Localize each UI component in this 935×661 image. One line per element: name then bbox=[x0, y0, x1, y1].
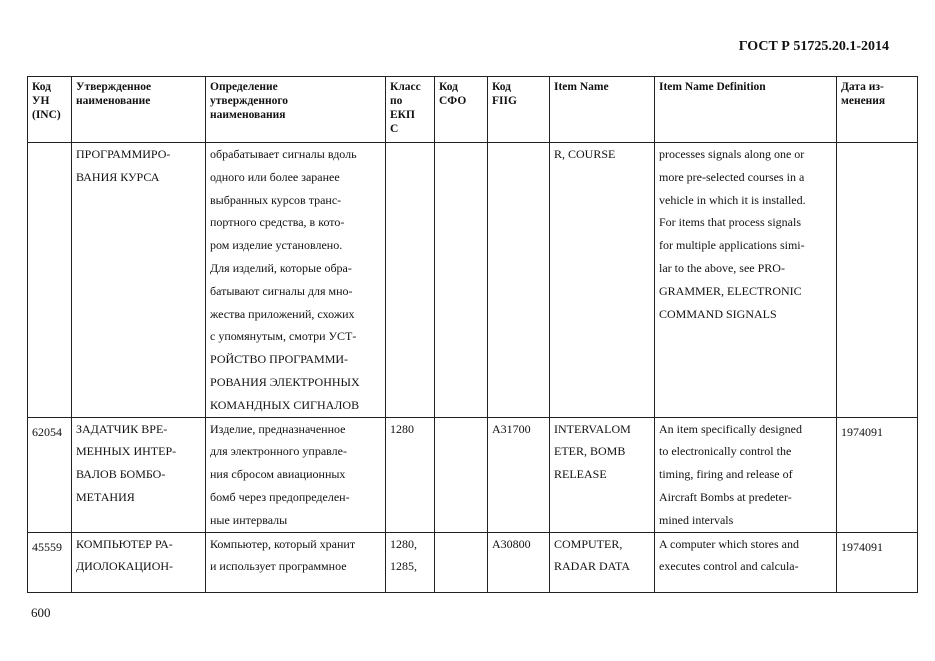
header-sfo bbox=[435, 77, 488, 143]
cell-line: РОЙСТВО ПРОГРАММИ- bbox=[210, 352, 349, 367]
cell-class-ekps bbox=[386, 532, 435, 592]
header-line: менения bbox=[841, 95, 886, 107]
cell-inc: 62054 bbox=[28, 417, 72, 532]
cell-line: ПРОГРАММИРО- bbox=[76, 147, 171, 161]
cell-approved-name bbox=[72, 143, 206, 418]
cell-line: mined intervals bbox=[659, 512, 734, 527]
cell-item-name-definition bbox=[655, 417, 837, 532]
cell-line: портного средства, в кото- bbox=[210, 215, 345, 230]
cell-definition bbox=[206, 417, 386, 532]
cell-line: ДИОЛОКАЦИОН- bbox=[76, 559, 174, 574]
cell-line: для электронного управле- bbox=[210, 444, 347, 459]
catalog-table bbox=[27, 76, 918, 593]
cell-line: RELEASE bbox=[554, 467, 607, 482]
cell-line: и использует программное bbox=[210, 559, 347, 574]
cell-line: ные интервалы bbox=[210, 512, 288, 527]
header-line: Код bbox=[32, 81, 52, 93]
header-line: Определение bbox=[210, 81, 278, 93]
cell-item-name bbox=[550, 532, 655, 592]
cell-item-name bbox=[550, 143, 655, 418]
table-row bbox=[28, 143, 918, 418]
cell-line: бомб через предопределен- bbox=[210, 489, 350, 504]
cell-change-date: 1974091 bbox=[837, 532, 918, 592]
header-fiig bbox=[488, 77, 550, 143]
header-line: по bbox=[390, 95, 403, 107]
cell-inc: 45559 bbox=[28, 532, 72, 592]
header-line: (INC) bbox=[32, 109, 61, 121]
header-item-name bbox=[550, 77, 655, 143]
cell-line: GRAMMER, ELECTRONIC bbox=[659, 283, 802, 298]
header-item-name-definition bbox=[655, 77, 837, 143]
cell-inc bbox=[28, 143, 72, 418]
cell-definition bbox=[206, 143, 386, 418]
cell-line: more pre-selected courses in a bbox=[659, 169, 805, 184]
cell-line: обрабатывает сигналы вдоль bbox=[210, 147, 357, 161]
header-line: Класс bbox=[390, 81, 421, 93]
header-definition bbox=[206, 77, 386, 143]
cell-line: COMPUTER, bbox=[554, 536, 623, 551]
cell-line: COMMAND SIGNALS bbox=[659, 306, 777, 321]
cell-fiig: A31700 bbox=[488, 417, 550, 532]
cell-approved-name bbox=[72, 417, 206, 532]
cell-item-name-definition bbox=[655, 532, 837, 592]
cell-fiig: A30800 bbox=[488, 532, 550, 592]
table-row bbox=[28, 417, 918, 532]
cell-line: ВАЛОВ БОМБО- bbox=[76, 467, 166, 482]
cell-line: МЕННЫХ ИНТЕР- bbox=[76, 444, 177, 459]
cell-sfo bbox=[435, 417, 488, 532]
cell-line: processes signals along one or bbox=[659, 147, 805, 161]
cell-item-name-definition bbox=[655, 143, 837, 418]
cell-line: Для изделий, которые обра- bbox=[210, 260, 352, 275]
cell-line: For items that process signals bbox=[659, 215, 801, 230]
cell-line: 1280 bbox=[390, 421, 414, 436]
cell-line: жества приложений, схожих bbox=[210, 306, 355, 321]
header-inc bbox=[28, 77, 72, 143]
cell-class-ekps bbox=[386, 143, 435, 418]
cell-line: МЕТАНИЯ bbox=[76, 489, 135, 504]
cell-line: Aircraft Bombs at predeter- bbox=[659, 489, 792, 504]
header-line: Item Name Definition bbox=[659, 81, 766, 93]
cell-approved-name bbox=[72, 532, 206, 592]
cell-line: for multiple applications simi- bbox=[659, 238, 805, 253]
cell-line: РОВАНИЯ ЭЛЕКТРОННЫХ bbox=[210, 374, 360, 389]
cell-line: timing, firing and release of bbox=[659, 467, 793, 482]
header-change-date bbox=[837, 77, 918, 143]
cell-item-name bbox=[550, 417, 655, 532]
document-header-title: ГОСТ Р 51725.20.1-2014 bbox=[738, 39, 889, 54]
cell-line: КОМПЬЮТЕР РА- bbox=[76, 536, 173, 551]
cell-line: RADAR DATA bbox=[554, 559, 631, 574]
header-line: СФО bbox=[439, 95, 467, 107]
header-line: Код bbox=[439, 81, 459, 93]
table-header-row bbox=[28, 77, 918, 143]
cell-line: одного или более заранее bbox=[210, 169, 340, 184]
cell-line: КОМАНДНЫХ СИГНАЛОВ bbox=[210, 397, 360, 412]
cell-sfo bbox=[435, 532, 488, 592]
header-line: ЕКП bbox=[390, 109, 415, 121]
cell-line: R, COURSE bbox=[554, 147, 616, 161]
cell-line: 1280, bbox=[390, 536, 417, 551]
header-line: наименование bbox=[76, 95, 151, 107]
cell-sfo bbox=[435, 143, 488, 418]
cell-fiig bbox=[488, 143, 550, 418]
header-line: С bbox=[390, 123, 399, 135]
header-line: Item Name bbox=[554, 81, 609, 93]
cell-definition bbox=[206, 532, 386, 592]
cell-line: с упомянутым, смотри УСТ- bbox=[210, 329, 357, 344]
cell-line: INTERVALOM bbox=[554, 421, 631, 436]
page-number: 600 bbox=[31, 605, 51, 620]
cell-line: to electronically control the bbox=[659, 444, 792, 459]
cell-line: выбранных курсов транс- bbox=[210, 192, 342, 207]
cell-line: executes control and calcula- bbox=[659, 559, 799, 574]
cell-line: ВАНИЯ КУРСА bbox=[76, 169, 160, 184]
cell-line: Изделие, предназначенное bbox=[210, 421, 346, 436]
cell-line: батывают сигналы для мно- bbox=[210, 283, 353, 298]
cell-line: ром изделие установлено. bbox=[210, 238, 343, 253]
cell-line: ЗАДАТЧИК ВРЕ- bbox=[76, 421, 168, 436]
header-line: УН bbox=[32, 95, 50, 107]
cell-line: ETER, BOMB bbox=[554, 444, 626, 459]
cell-line: A computer which stores and bbox=[659, 536, 799, 551]
table-row bbox=[28, 532, 918, 592]
header-class-ekps bbox=[386, 77, 435, 143]
cell-line: 1285, bbox=[390, 559, 417, 574]
cell-change-date: 1974091 bbox=[837, 417, 918, 532]
header-line: Код bbox=[492, 81, 512, 93]
cell-change-date bbox=[837, 143, 918, 418]
cell-line: vehicle in which it is installed. bbox=[659, 192, 806, 207]
header-approved-name bbox=[72, 77, 206, 143]
header-line: Дата из- bbox=[841, 81, 884, 93]
header-line: FIIG bbox=[492, 95, 517, 107]
cell-line: ния сбросом авиационных bbox=[210, 467, 346, 482]
header-line: наименования bbox=[210, 109, 286, 121]
cell-line: An item specifically designed bbox=[659, 421, 802, 436]
cell-class-ekps bbox=[386, 417, 435, 532]
cell-line: lar to the above, see PRO- bbox=[659, 260, 785, 275]
header-line: Утвержденное bbox=[76, 81, 152, 93]
header-line: утвержденного bbox=[210, 95, 289, 107]
cell-line: Компьютер, который хранит bbox=[210, 536, 356, 551]
